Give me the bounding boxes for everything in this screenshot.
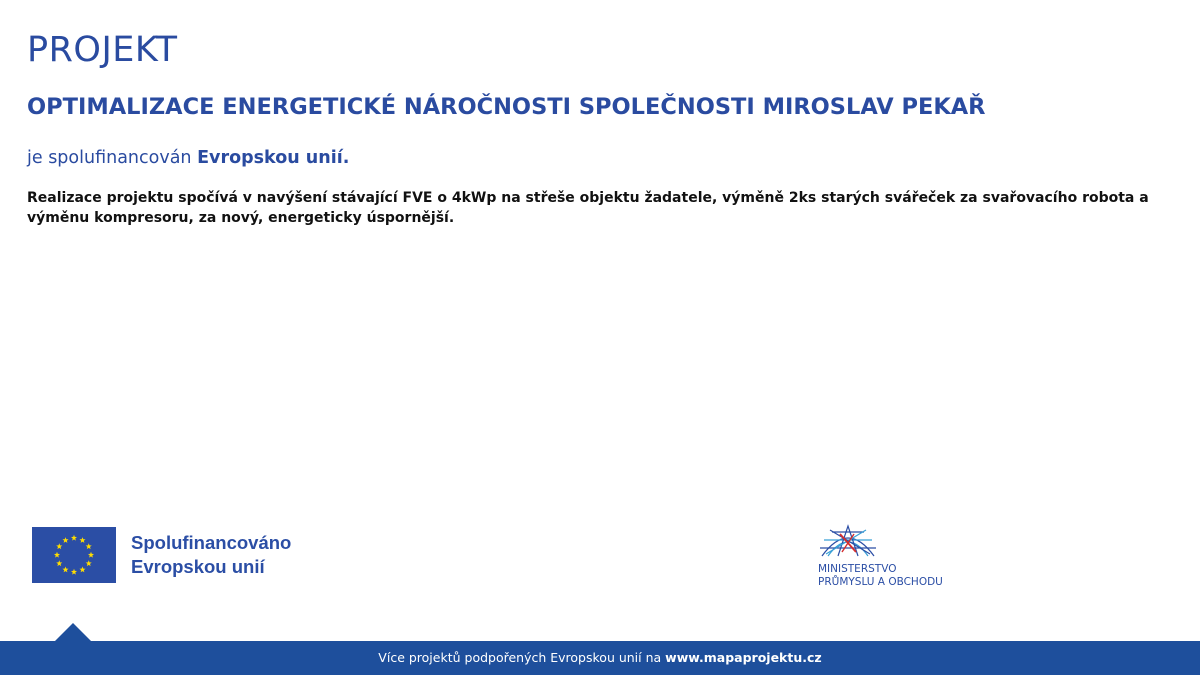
eu-stars-icon (32, 527, 116, 583)
cofinanced-strong: Evropskou unií. (197, 148, 350, 168)
eu-star (86, 543, 92, 549)
mpo-logo (818, 524, 958, 588)
footer-notch (55, 623, 91, 641)
eu-cofinanced-logo (32, 527, 291, 583)
eu-logo-line2: Evropskou unií (131, 556, 265, 577)
eu-star (88, 552, 94, 558)
eu-star (86, 560, 92, 566)
eu-star (71, 535, 77, 541)
cofinanced-prefix: je spolufinancován (27, 148, 198, 168)
eu-star (71, 569, 77, 575)
page-label: PROJEKT (27, 30, 178, 70)
eu-star (56, 543, 62, 549)
mpo-line2: PRŮMYSLU A OBCHODU (818, 576, 943, 588)
eu-logo-text (131, 531, 291, 579)
cofinanced-line (27, 148, 349, 168)
eu-star (62, 537, 68, 543)
mpo-globe-icon (818, 524, 878, 558)
project-description: Realizace projektu spočívá v navýšení stávající FVE o 4kWp na střeše objektu žadatele, výměně 2ks starých svářeček za svařovacího robota a výměnu kompresoru, za nový, energeticky úspornější. (27, 190, 1149, 226)
mpo-line1: MINISTERSTVO (818, 563, 897, 575)
eu-star (79, 537, 85, 543)
footer-bar (0, 641, 1200, 675)
eu-star (79, 567, 85, 573)
footer-text: Více projektů podpořených Evropskou unií na (378, 650, 666, 665)
project-title: OPTIMALIZACE ENERGETICKÉ NÁROČNOSTI SPOLEČNOSTI MIROSLAV PEKAŘ (27, 94, 986, 120)
eu-star (56, 560, 62, 566)
footer-link[interactable]: www.mapaprojektu.cz (665, 650, 822, 665)
eu-star (54, 552, 60, 558)
eu-flag-icon (32, 527, 116, 583)
eu-logo-line1: Spolufinancováno (131, 532, 292, 553)
eu-star (62, 567, 68, 573)
